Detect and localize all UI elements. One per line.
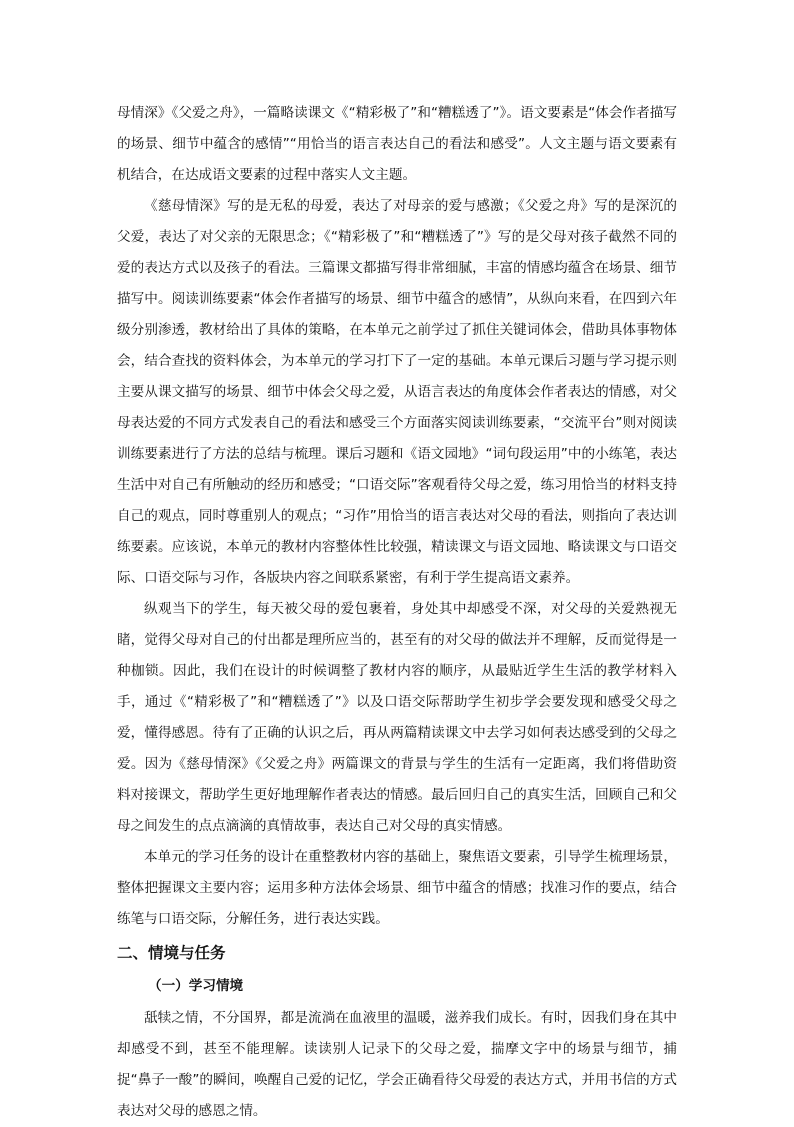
subsection-heading: （一）学习情境 (148, 978, 244, 994)
paragraph-text-analysis: 《慈母情深》写的是无私的母爱，表达了对母亲的爱与感激；《父爱之舟》写的是深沉的父爱，表达了对父亲的无限思念；《“精彩极了”和“糟糕透了”》写的是父母对孩子截然不同的爱的表达方式以及孩子的看法。三篇课文都描写得非常细腻，丰富的情感均蕴含在场景、细节描写中。阅读训练要素“体会作者描写的场景、细节中蕴含的感情”，从纵向来看，在四到六年级分别渗透，教材给出了具体的策略，在本单元之前学过了抓住关键词体会，借助具体事物体会，结合查找的资料体会，为本单元的学习打下了一定的基础。本单元课后习题与学习提示则主要从课文描写的场景、细节中体会父母之爱，从语言表达的角度体会作者表达的情感，对父母表达爱的不同方式发表自己的看法和感受三个方面落实阅读训练要素，“交流平台”则对阅读训练要素进行了方法的总结与梳理。课后习题和《语文园地》“词句段运用”中的小练笔，表达生活中对自己有所触动的经历和感受；“口语交际”客观看待父母之爱，练习用恰当的材料支持自己的观点，同时尊重别人的观点；“习作”用恰当的语言表达对父母的看法，则指向了表达训练要素。应该说，本单元的教材内容整体性比较强，精读课文与语文园地、略读课文与口语交际、口语交际与习作，各版块内容之间联系紧密，有利于学生提高语文素养。 (117, 198, 677, 586)
paragraph-intro-continued: 母情深》《父爱之舟》，一篇略读课文《“精彩极了”和“糟糕透了”》。语文要素是“体会作者描写的场景、细节中蕴含的感情”“用恰当的语言表达自己的看法和感受”。人文主题与语文要素有机结合，在达成语文要素的过程中落实人文主题。 (117, 105, 677, 183)
paragraph-student-analysis: 纵观当下的学生，每天被父母的爱包裹着，身处其中却感受不深，对父母的关爱熟视无睹，觉得父母对自己的付出都是理所应当的，甚至有的对父母的做法并不理解，反而觉得是一种枷锁。因此，我们在设计的时候调整了教材内容的顺序，从最贴近学生生活的教学材料入手，通过《“精彩极了”和“糟糕透了”》以及口语交际帮助学生初步学会要发现和感受父母之爱，懂得感恩。待有了正确的认识之后，再从两篇精读课文中去学习如何表达感受到的父母之爱。因为《慈母情深》《父爱之舟》两篇课文的背景与学生的生活有一定距离，我们将借助资料对接课文，帮助学生更好地理解作者表达的情感。最后回归自己的真实生活，回顾自己和父母之间发生的点点滴滴的真情故事，表达自己对父母的真实情感。 (117, 601, 677, 834)
paragraph-learning-context: 舐犊之情，不分国界，都是流淌在血液里的温暖，滋养我们成长。有时，因我们身在其中却感受不到，甚至不能理解。读读别人记录下的父母之爱，揣摩文字中的场景与细节，捕捉“鼻子一酸”的瞬间，唤醒自己爱的记忆，学会正确看待父母爱的表达方式，并用书信的方式表达对父母的感恩之情。 (117, 1010, 677, 1119)
section-heading: 二、情境与任务 (117, 944, 226, 962)
document-body (117, 98, 677, 1127)
paragraph-task-design: 本单元的学习任务的设计在重整教材内容的基础上，聚焦语文要素，引导学生梳理场景，整体把握课文主要内容；运用多种方法体会场景、细节中蕴含的情感；找准习作的要点，结合练笔与口语交际，分解任务，进行表达实践。 (117, 849, 677, 927)
